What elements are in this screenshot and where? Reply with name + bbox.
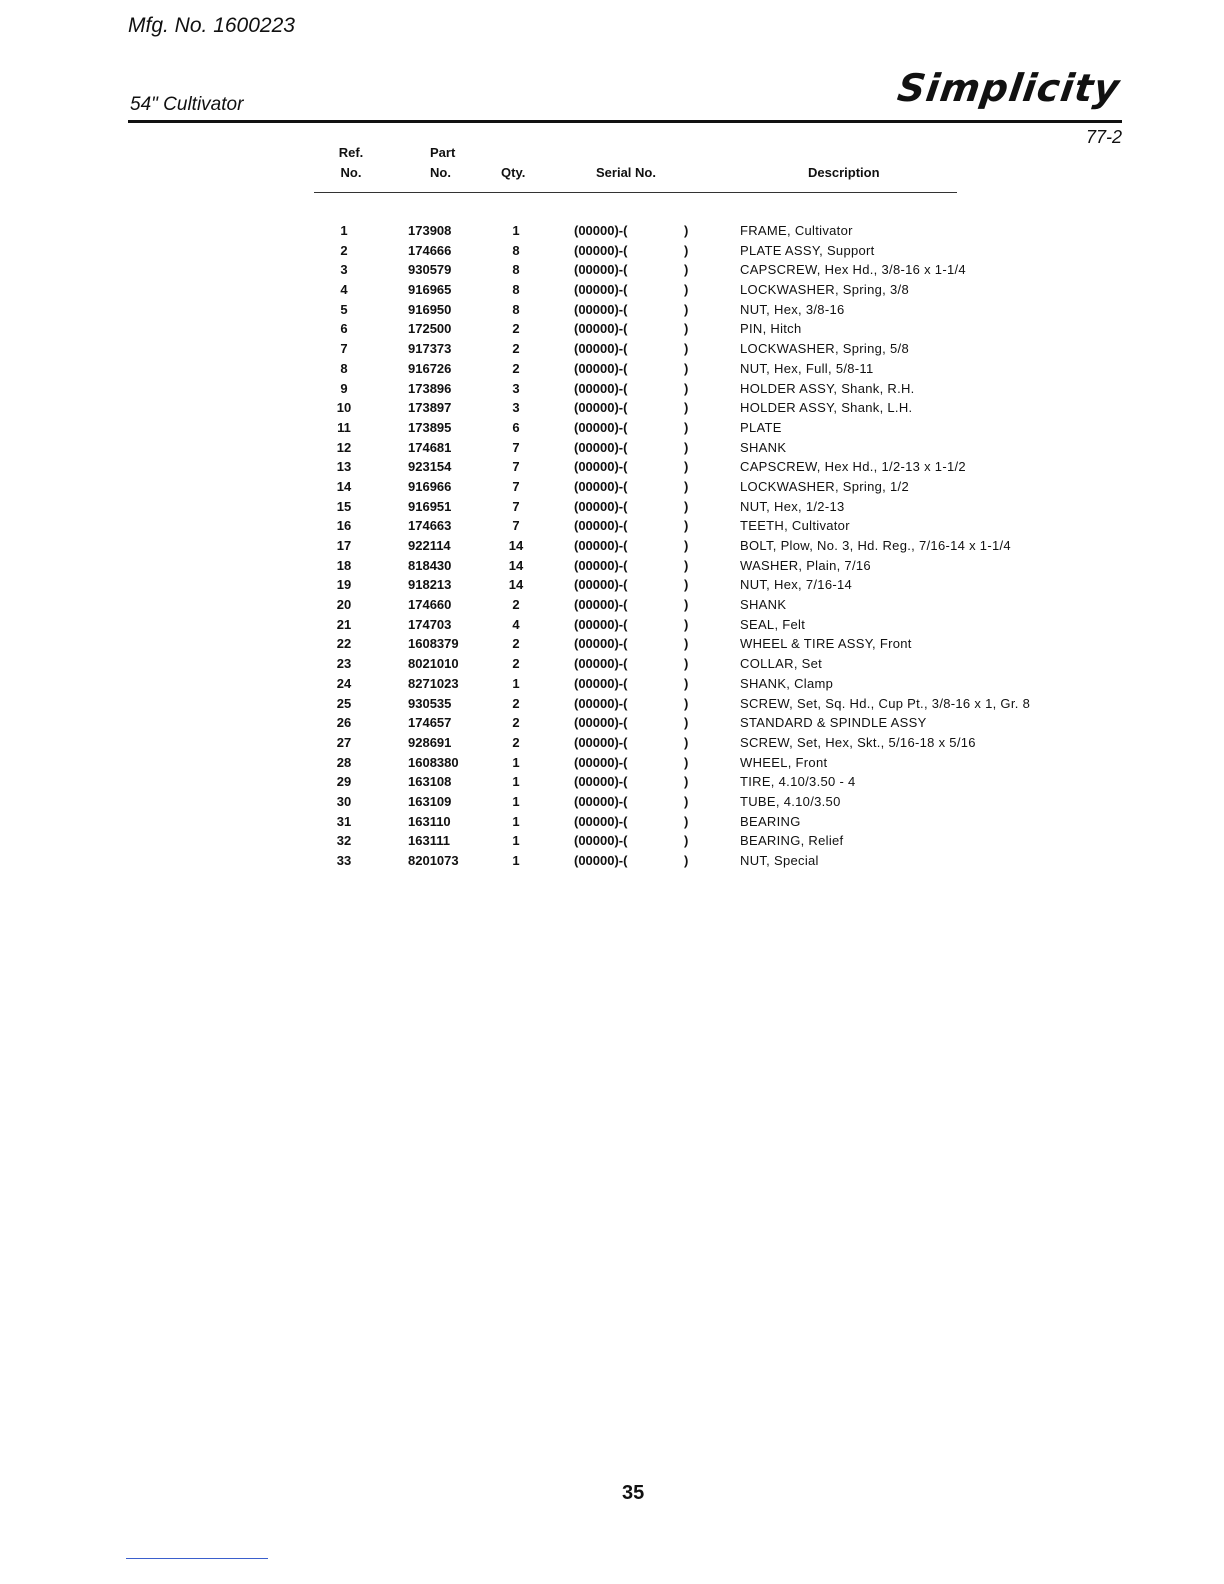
description-cell: WASHER, Plain, 7/16 xyxy=(740,557,871,573)
serial-number-cell: (00000)-( xyxy=(574,754,628,770)
serial-close-cell: ) xyxy=(684,478,689,494)
page-code: 77-2 xyxy=(1085,127,1122,147)
description-cell: PIN, Hitch xyxy=(740,321,802,337)
description-cell: FRAME, Cultivator xyxy=(740,223,853,238)
ref-cell: 21 xyxy=(336,616,352,632)
description-cell: CAPSCREW, Hex Hd., 1/2-13 x 1-1/2 xyxy=(740,459,966,475)
ref-cell: 3 xyxy=(340,262,348,278)
serial-close-cell: ) xyxy=(684,734,689,750)
ref-cell: 14 xyxy=(336,478,352,494)
serial-close-cell: ) xyxy=(684,223,689,238)
part-number-cell: 918213 xyxy=(408,577,452,593)
quantity-cell: 8 xyxy=(512,242,520,258)
quantity-cell: 2 xyxy=(512,341,520,357)
quantity-cell: 1 xyxy=(512,793,520,809)
description-cell: TEETH, Cultivator xyxy=(740,518,850,534)
table-header-rule xyxy=(314,192,957,193)
part-number-cell: 163110 xyxy=(408,813,451,829)
part-number-cell: 8021010 xyxy=(408,656,459,672)
table-row xyxy=(0,260,1224,280)
ref-cell: 12 xyxy=(336,439,352,455)
table-row xyxy=(0,851,1224,871)
ref-cell: 19 xyxy=(336,577,352,593)
description-cell: BEARING, Relief xyxy=(740,833,844,849)
serial-close-cell: ) xyxy=(684,262,689,278)
quantity-cell: 8 xyxy=(512,301,520,317)
serial-close-cell: ) xyxy=(684,301,689,317)
serial-close-cell: ) xyxy=(684,321,689,337)
description-cell: PLATE xyxy=(740,419,782,435)
serial-number-cell: (00000)-( xyxy=(574,518,628,534)
ref-cell: 10 xyxy=(336,400,352,416)
quantity-cell: 8 xyxy=(512,262,520,278)
ref-cell: 27 xyxy=(336,734,352,750)
parts-table xyxy=(0,221,1224,871)
ref-cell: 24 xyxy=(336,675,352,691)
table-row xyxy=(0,319,1224,339)
brand-logo: Simplicity xyxy=(895,66,1124,110)
description-cell: CAPSCREW, Hex Hd., 3/8-16 x 1-1/4 xyxy=(740,262,966,278)
serial-number-cell: (00000)-( xyxy=(574,853,628,868)
ref-cell: 7 xyxy=(340,341,348,357)
serial-number-cell: (00000)-( xyxy=(574,715,628,731)
serial-number-cell: (00000)-( xyxy=(574,734,628,750)
serial-close-cell: ) xyxy=(684,282,689,298)
description-cell: HOLDER ASSY, Shank, L.H. xyxy=(740,400,913,416)
quantity-cell: 2 xyxy=(512,695,520,711)
col-header-part-top: Part xyxy=(430,145,456,160)
serial-number-cell: (00000)-( xyxy=(574,282,628,298)
ref-cell: 11 xyxy=(337,419,351,435)
quantity-cell: 3 xyxy=(512,400,520,416)
description-cell: TUBE, 4.10/3.50 xyxy=(740,793,841,809)
table-row xyxy=(0,634,1224,654)
serial-close-cell: ) xyxy=(684,695,689,711)
serial-number-cell: (00000)-( xyxy=(574,675,628,691)
serial-number-cell: (00000)-( xyxy=(574,793,628,809)
table-row xyxy=(0,654,1224,674)
serial-close-cell: ) xyxy=(684,557,689,573)
quantity-cell: 2 xyxy=(512,715,520,731)
part-number-cell: 818430 xyxy=(408,557,452,573)
serial-number-cell: (00000)-( xyxy=(574,813,628,829)
table-row xyxy=(0,398,1224,418)
table-row xyxy=(0,733,1224,753)
ref-cell: 6 xyxy=(340,321,348,337)
quantity-cell: 1 xyxy=(512,675,520,691)
quantity-cell: 2 xyxy=(512,321,520,337)
description-cell: SCREW, Set, Hex, Skt., 5/16-18 x 5/16 xyxy=(740,734,976,750)
serial-close-cell: ) xyxy=(684,656,689,672)
quantity-cell: 7 xyxy=(512,498,520,514)
ref-cell: 8 xyxy=(340,360,348,376)
part-number-cell: 174681 xyxy=(408,439,452,455)
serial-number-cell: (00000)-( xyxy=(574,341,628,357)
part-number-cell: 916965 xyxy=(408,282,452,298)
serial-close-cell: ) xyxy=(684,577,689,593)
col-header-ref xyxy=(334,143,368,183)
table-row xyxy=(0,812,1224,832)
description-cell: WHEEL & TIRE ASSY, Front xyxy=(740,636,912,652)
serial-number-cell: (00000)-( xyxy=(574,774,628,790)
serial-number-cell: (00000)-( xyxy=(574,656,628,672)
serial-number-cell: (00000)-( xyxy=(574,478,628,494)
quantity-cell: 14 xyxy=(508,557,524,573)
description-cell: NUT, Hex, Full, 5/8-11 xyxy=(740,360,874,376)
serial-number-cell: (00000)-( xyxy=(574,833,628,849)
part-number-cell: 174666 xyxy=(408,242,452,258)
serial-number-cell: (00000)-( xyxy=(574,636,628,652)
ref-cell: 5 xyxy=(340,301,348,317)
part-number-cell: 916950 xyxy=(408,301,452,317)
quantity-cell: 4 xyxy=(512,616,520,632)
description-cell: BOLT, Plow, No. 3, Hd. Reg., 7/16-14 x 1-1/4 xyxy=(740,538,1011,553)
ref-cell: 25 xyxy=(336,695,352,711)
table-row xyxy=(0,359,1224,379)
serial-close-cell: ) xyxy=(684,360,689,376)
page-number: 35 xyxy=(622,1482,645,1504)
table-row xyxy=(0,339,1224,359)
serial-close-cell: ) xyxy=(684,833,689,849)
description-cell: PLATE ASSY, Support xyxy=(740,242,875,258)
serial-number-cell: (00000)-( xyxy=(574,301,628,317)
part-number-cell: 1608379 xyxy=(408,636,459,652)
table-row xyxy=(0,418,1224,438)
quantity-cell: 2 xyxy=(512,734,520,750)
serial-number-cell: (00000)-( xyxy=(574,577,628,593)
serial-close-cell: ) xyxy=(684,518,689,534)
quantity-cell: 14 xyxy=(508,577,524,593)
serial-number-cell: (00000)-( xyxy=(574,439,628,455)
ref-cell: 17 xyxy=(336,538,352,553)
description-cell: NUT, Hex, 7/16-14 xyxy=(740,577,853,593)
serial-close-cell: ) xyxy=(684,715,689,731)
table-row xyxy=(0,457,1224,477)
ref-cell: 30 xyxy=(336,793,352,809)
quantity-cell: 7 xyxy=(512,518,520,534)
quantity-cell: 1 xyxy=(512,223,520,238)
part-number-cell: 916726 xyxy=(408,360,452,376)
ref-cell: 4 xyxy=(340,282,348,298)
ref-cell: 32 xyxy=(336,833,352,849)
col-header-ref-top: Ref. xyxy=(338,145,364,160)
product-title: 54" Cultivator xyxy=(130,94,244,115)
description-cell: NUT, Hex, 1/2-13 xyxy=(740,498,845,514)
ref-cell: 23 xyxy=(336,656,352,672)
table-row xyxy=(0,300,1224,320)
quantity-cell: 1 xyxy=(512,833,520,849)
part-number-cell: 928691 xyxy=(408,734,452,750)
serial-close-cell: ) xyxy=(684,793,689,809)
part-number-cell: 173897 xyxy=(408,400,452,416)
part-number-cell: 173908 xyxy=(408,223,452,238)
description-cell: COLLAR, Set xyxy=(740,656,823,672)
serial-close-cell: ) xyxy=(684,380,689,396)
serial-close-cell: ) xyxy=(684,636,689,652)
serial-close-cell: ) xyxy=(684,853,689,868)
table-row xyxy=(0,575,1224,595)
part-number-cell: 917373 xyxy=(408,341,452,357)
ref-cell: 29 xyxy=(336,774,352,790)
col-header-ref-bottom: No. xyxy=(340,165,362,180)
ref-cell: 9 xyxy=(340,380,348,396)
part-number-cell: 163109 xyxy=(408,793,452,809)
serial-number-cell: (00000)-( xyxy=(574,616,628,632)
ref-cell: 28 xyxy=(336,754,352,770)
quantity-cell: 2 xyxy=(512,656,520,672)
part-number-cell: 163108 xyxy=(408,774,452,790)
mfg-number: Mfg. No. 1600223 xyxy=(128,14,295,37)
table-row xyxy=(0,674,1224,694)
part-number-cell: 1608380 xyxy=(408,754,459,770)
table-row xyxy=(0,477,1224,497)
table-row xyxy=(0,221,1224,241)
quantity-cell: 2 xyxy=(512,636,520,652)
ref-cell: 1 xyxy=(340,223,348,238)
serial-close-cell: ) xyxy=(684,616,689,632)
serial-close-cell: ) xyxy=(684,419,689,435)
col-header-part xyxy=(430,143,455,183)
serial-close-cell: ) xyxy=(684,597,689,613)
table-row xyxy=(0,753,1224,773)
part-number-cell: 172500 xyxy=(408,321,452,337)
serial-close-cell: ) xyxy=(684,439,689,455)
ref-cell: 31 xyxy=(336,813,352,829)
description-cell: NUT, Special xyxy=(740,853,819,868)
quantity-cell: 2 xyxy=(512,360,520,376)
serial-number-cell: (00000)-( xyxy=(574,380,628,396)
part-number-cell: 930579 xyxy=(408,262,452,278)
serial-close-cell: ) xyxy=(684,675,689,691)
serial-number-cell: (00000)-( xyxy=(574,498,628,514)
serial-number-cell: (00000)-( xyxy=(574,419,628,435)
serial-close-cell: ) xyxy=(684,341,689,357)
part-number-cell: 163111 xyxy=(408,833,450,849)
part-number-cell: 8201073 xyxy=(408,853,459,868)
serial-close-cell: ) xyxy=(684,400,689,416)
table-row xyxy=(0,772,1224,792)
serial-number-cell: (00000)-( xyxy=(574,400,628,416)
part-number-cell: 922114 xyxy=(408,538,451,553)
serial-number-cell: (00000)-( xyxy=(574,242,628,258)
quantity-cell: 14 xyxy=(508,538,524,553)
table-row xyxy=(0,713,1224,733)
quantity-cell: 1 xyxy=(512,774,520,790)
description-cell: TIRE, 4.10/3.50 - 4 xyxy=(740,774,856,790)
ref-cell: 18 xyxy=(336,557,352,573)
table-row xyxy=(0,241,1224,261)
col-header-description: Description xyxy=(808,165,880,180)
description-cell: SHANK xyxy=(740,439,787,455)
serial-number-cell: (00000)-( xyxy=(574,360,628,376)
serial-close-cell: ) xyxy=(684,498,689,514)
table-row xyxy=(0,792,1224,812)
serial-close-cell: ) xyxy=(684,774,689,790)
ref-cell: 2 xyxy=(340,242,348,258)
description-cell: HOLDER ASSY, Shank, R.H. xyxy=(740,380,915,396)
quantity-cell: 3 xyxy=(512,380,520,396)
quantity-cell: 7 xyxy=(512,439,520,455)
serial-number-cell: (00000)-( xyxy=(574,223,628,238)
serial-number-cell: (00000)-( xyxy=(574,538,628,553)
serial-close-cell: ) xyxy=(684,538,689,553)
description-cell: NUT, Hex, 3/8-16 xyxy=(740,301,845,317)
col-header-qty: Qty. xyxy=(501,165,526,180)
quantity-cell: 2 xyxy=(512,597,520,613)
serial-number-cell: (00000)-( xyxy=(574,557,628,573)
description-cell: LOCKWASHER, Spring, 3/8 xyxy=(740,282,909,298)
col-header-part-bottom: No. xyxy=(430,165,451,180)
ref-cell: 33 xyxy=(336,853,352,868)
quantity-cell: 7 xyxy=(512,478,520,494)
ref-cell: 26 xyxy=(336,715,352,731)
description-cell: WHEEL, Front xyxy=(740,754,828,770)
description-cell: SCREW, Set, Sq. Hd., Cup Pt., 3/8-16 x 1, Gr. 8 xyxy=(740,695,1031,711)
part-number-cell: 174657 xyxy=(408,715,452,731)
ref-cell: 20 xyxy=(336,597,352,613)
description-cell: LOCKWASHER, Spring, 5/8 xyxy=(740,341,909,357)
quantity-cell: 7 xyxy=(512,459,520,475)
serial-number-cell: (00000)-( xyxy=(574,459,628,475)
ref-cell: 22 xyxy=(336,636,352,652)
footer-line xyxy=(126,1558,268,1559)
header-rule xyxy=(128,120,1122,123)
serial-close-cell: ) xyxy=(684,754,689,770)
table-row xyxy=(0,438,1224,458)
description-cell: BEARING xyxy=(740,813,801,829)
part-number-cell: 923154 xyxy=(408,459,452,475)
quantity-cell: 1 xyxy=(512,754,520,770)
serial-number-cell: (00000)-( xyxy=(574,597,628,613)
table-row xyxy=(0,280,1224,300)
serial-number-cell: (00000)-( xyxy=(574,321,628,337)
table-row xyxy=(0,615,1224,635)
quantity-cell: 1 xyxy=(512,853,520,868)
description-cell: SEAL, Felt xyxy=(740,616,806,632)
description-cell: STANDARD & SPINDLE ASSY xyxy=(740,715,927,731)
part-number-cell: 174663 xyxy=(408,518,452,534)
table-row xyxy=(0,831,1224,851)
serial-close-cell: ) xyxy=(684,813,689,829)
table-row xyxy=(0,516,1224,536)
description-cell: LOCKWASHER, Spring, 1/2 xyxy=(740,478,909,494)
table-row xyxy=(0,694,1224,714)
table-row xyxy=(0,556,1224,576)
quantity-cell: 1 xyxy=(512,813,520,829)
col-header-serial: Serial No. xyxy=(596,165,656,180)
part-number-cell: 916951 xyxy=(408,498,452,514)
ref-cell: 16 xyxy=(336,518,352,534)
table-row xyxy=(0,379,1224,399)
ref-cell: 15 xyxy=(336,498,352,514)
serial-close-cell: ) xyxy=(684,242,689,258)
serial-number-cell: (00000)-( xyxy=(574,695,628,711)
part-number-cell: 930535 xyxy=(408,695,452,711)
description-cell: SHANK xyxy=(740,597,787,613)
part-number-cell: 8271023 xyxy=(408,675,459,691)
part-number-cell: 174660 xyxy=(408,597,452,613)
quantity-cell: 6 xyxy=(512,419,520,435)
quantity-cell: 8 xyxy=(512,282,520,298)
serial-close-cell: ) xyxy=(684,459,689,475)
ref-cell: 13 xyxy=(336,459,352,475)
part-number-cell: 174703 xyxy=(408,616,452,632)
part-number-cell: 916966 xyxy=(408,478,452,494)
serial-number-cell: (00000)-( xyxy=(574,262,628,278)
table-row xyxy=(0,536,1224,556)
table-row xyxy=(0,497,1224,517)
part-number-cell: 173895 xyxy=(408,419,452,435)
table-row xyxy=(0,595,1224,615)
description-cell: SHANK, Clamp xyxy=(740,675,834,691)
part-number-cell: 173896 xyxy=(408,380,452,396)
